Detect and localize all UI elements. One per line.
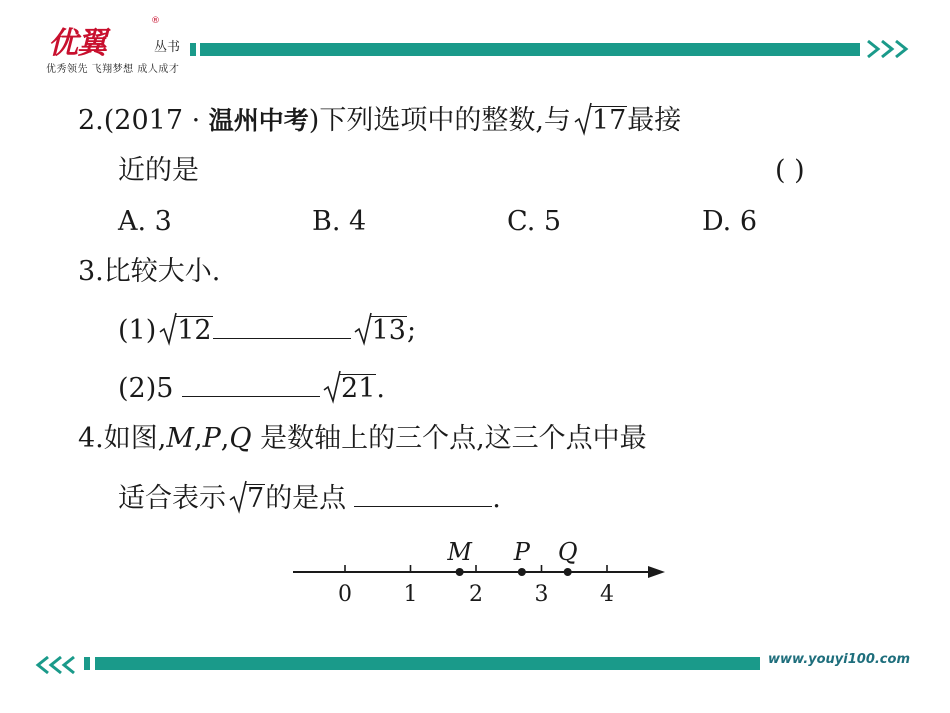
source-close: ) [308, 105, 320, 136]
question-number: 3. [78, 256, 104, 287]
point-p-label: P [202, 423, 221, 454]
header-bar-accent [190, 43, 196, 56]
exam-source: 温州中考 [208, 106, 309, 135]
number-line-point-p [518, 568, 526, 576]
part-label: (2)5 [118, 373, 174, 404]
part-end: ; [406, 315, 417, 346]
sqrt-expression [159, 316, 212, 344]
question-number: 2. [78, 105, 104, 136]
radicand: 12 [177, 315, 212, 346]
number-line-tick-label: 4 [600, 582, 614, 607]
number-line-arrow-icon [648, 566, 665, 578]
separator: , [220, 423, 230, 454]
point-q-label: Q [229, 423, 252, 454]
radicand: 21 [341, 373, 376, 404]
question-text-cont: 最接 [627, 105, 682, 136]
question-3-part-1 [118, 316, 416, 344]
question-4-line-1 [78, 425, 647, 452]
number-line-tick-label: 0 [338, 582, 352, 607]
question-text-cont: 的是点 [265, 483, 347, 514]
number-line-point-q [564, 568, 572, 576]
question-3-part-2 [118, 374, 385, 402]
part-end: . [376, 373, 385, 404]
number-line-point-label: M [447, 538, 472, 566]
footer-bar [95, 657, 760, 670]
back-arrows-icon [34, 655, 82, 675]
website-link[interactable]: www.youyi100.com [768, 652, 910, 667]
question-2-line-2: 近的是 [118, 155, 199, 186]
header-bar [200, 43, 860, 56]
forward-arrows-icon [864, 38, 920, 60]
option-d: D. 6 [702, 206, 758, 237]
question-2-line-1 [78, 106, 681, 134]
source-open: (2017 · [103, 105, 209, 136]
answer-blank[interactable] [354, 506, 492, 507]
part-label: (1) [118, 315, 157, 346]
point-m-label: M [166, 423, 195, 454]
answer-parentheses: ( ) [775, 155, 805, 186]
radicand: 7 [247, 483, 265, 514]
number-line-point-label: Q [557, 538, 578, 566]
question-text-cont: 是数轴上的三个点,这三个点中最 [251, 423, 647, 454]
brand-slogan: 优秀领先 飞翔梦想 成人成才 [46, 64, 180, 75]
answer-blank[interactable] [213, 338, 351, 339]
number-line-tick-label: 2 [469, 582, 483, 607]
series-label: 丛书 [154, 40, 181, 55]
option-a: A. 3 [118, 206, 172, 237]
question-text: 适合表示 [118, 483, 226, 514]
number-line-point-m [456, 568, 464, 576]
number-line-tick-label: 3 [534, 582, 549, 607]
sqrt-expression [323, 374, 376, 402]
registered-mark: ® [151, 16, 160, 26]
number-line-point-label: P [513, 538, 530, 566]
sqrt-expression [354, 316, 407, 344]
brand-logo: 优翼 [48, 26, 106, 61]
radicand: 13 [371, 315, 406, 346]
question-text: 下列选项中的整数,与 [319, 105, 571, 136]
sqrt-expression [574, 106, 627, 134]
question-4-line-2 [118, 484, 501, 512]
question-text: 比较大小. [103, 256, 221, 287]
option-c: C. 5 [507, 206, 562, 237]
question-3-line [78, 258, 220, 285]
separator: , [194, 423, 203, 454]
footer-bar-accent [84, 657, 90, 670]
question-end: . [492, 483, 501, 514]
question-number: 4. [78, 423, 104, 454]
question-text: 如图, [103, 423, 167, 454]
radicand: 17 [591, 105, 627, 136]
number-line-tick-label: 1 [403, 582, 418, 607]
answer-blank[interactable] [182, 396, 320, 397]
option-b: B. 4 [312, 206, 367, 237]
number-line [0, 535, 950, 625]
sqrt-expression [229, 484, 265, 512]
